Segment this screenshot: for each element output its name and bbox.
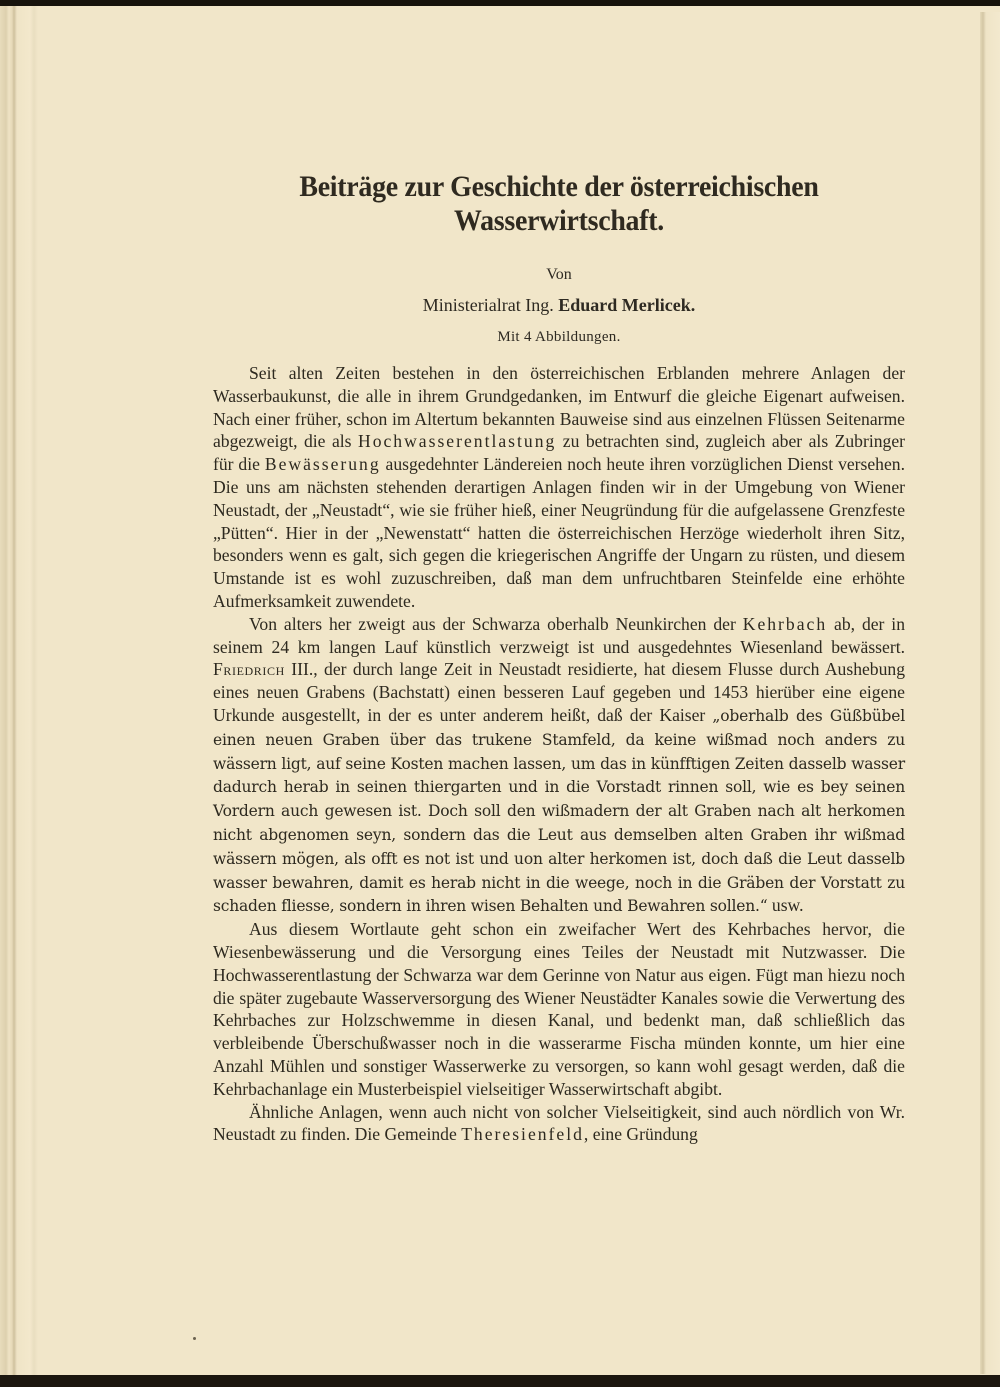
paragraph-3: Aus diesem Wortlaute geht schon ein zweifacher Wert des Kehrbaches hervor, die Wiesenbewässerung und die Versorgung eines Teiles der Neustadt mit Nutzwasser. Die Hochwasserentlastung der Schwarza war dem Gerinne von Natur aus eigen. Fügt man hiezu noch die später zugebaute Wasserversorgung des Wiener Neustädter Kanales sowie die Verwertung des Kehrbaches zur Holzschwemme in diesen Kanal, und bedenkt man, daß schließlich das verbleibende Überschußwasser noch in die wasserarme Fischa münden konnte, um hier eine Anzahl Mühlen und sonstiger Wasserwerke zu versorgen, so kann wohl gesagt werden, daß die Kehrbachanlage ein Musterbeispiel vielseitiger Wasserwirtschaft abgibt.: [213, 919, 905, 1099]
paragraph-1: [213, 362, 905, 613]
article-body: [213, 362, 905, 1146]
article: [213, 170, 905, 1146]
paragraph-2-text-b: ab, der in seinem 24 km langen Lauf künstlich verzweigt ist und ausgedehntes Wiesenland bewässert.: [213, 613, 905, 657]
paragraph-1-text-c: ausgedehnter Ländereien noch heute ihren vorzüglichen Dienst versehen. Die uns am nächsten stehenden derartigen Anlagen finden wir in der Umgebung von Wiener Neustadt, der „Neustadt“, wie sie früher hieß, einer Neugründung für die aufgelassene Grenzfeste „Pütten“. Hier in der „Newenstatt“ hatten die österreichischen Herzöge wiederholt ihren Sitz, besonders wenn es galt, sich gegen die kriegerischen Angriffe der Ungarn zu rüsten, und diesem Umstande ist es wohl zuzuschreiben, daß man dem unfruchtbaren Steinfelde eine erhöhte Aufmerksamkeit zuwendete.: [213, 454, 905, 611]
title-line-2: Wasserwirtschaft.: [454, 204, 664, 237]
author-rank: Ministerialrat Ing.: [422, 295, 554, 315]
name-friedrich: Friedrich: [213, 659, 285, 680]
byline-prefix: Von: [546, 266, 572, 283]
page-edge-right: [980, 12, 1000, 1374]
paragraph-2-text-d: usw.: [767, 895, 804, 916]
paragraph-2-text-a: Von alters her zweigt aus der Schwarza oberhalb Neunkirchen der: [249, 613, 743, 634]
paper-speck: [193, 1337, 196, 1340]
emphasis-theresienfeld: Theresienfeld: [461, 1124, 584, 1145]
scan-border-bottom: [0, 1375, 1000, 1387]
page-edge-left: [0, 6, 38, 1376]
paragraph-1-text-b: zu betrachten sind, zugleich aber als Zubringer für die: [213, 431, 905, 475]
paragraph-4-text-a: Ähnliche Anlagen, wenn auch nicht von solcher Vielseitigkeit, sind auch nördlich von Wr. Neustadt zu finden. Die Gemeinde: [213, 1101, 905, 1145]
title-line-1: Beiträge zur Geschichte der österreichischen: [299, 170, 819, 203]
author-line: [213, 293, 905, 317]
author-name: Eduard Merlicek.: [558, 295, 696, 315]
emphasis-hochwasserentlastung: Hochwasserentlastung: [357, 431, 557, 452]
emphasis-kehrbach: Kehrbach: [742, 613, 828, 634]
emphasis-bewaesserung: Bewässerung: [264, 454, 381, 475]
paragraph-4: [213, 1101, 905, 1147]
paragraph-1-text-a: Seit alten Zeiten bestehen in den österreichischen Erblanden mehrere Anlagen der Wasserbaukunst, die alle in ihrem Grundgedanken, im Entwurf die gleiche Eigenart aufweisen. Nach einer früher, schon im Altertum bekannten Bauweise sind aus einzelnen Flüssen Seitenarme abgezweigt, die als: [213, 363, 905, 452]
historic-quote-fraktur: „oberhalb des Güßbübel einen neuen Graben über das trukene Stamfeld, da keine wißmad noch anders zu wässern ligt, auf seine Kosten machen lassen, um das in künfftigen Zeiten dasselb wasser dadurch herab in seinen thiergarten und in die Vorstadt rinnen soll, wie es bey seinen Vordern auch gewesen ist. Doch soll den wißmadern der alt Graben nach alt herkomen nicht abgenomen seyn, sondern das die Leut aus demselben alten Graben ihr wißmad wässern mögen, als offt es not ist und uon alter herkomen ist, doch daß die Leut dasselb wasser bewahren, damit es herab nicht in die weege, noch in die Gräben der Vorstatt zu schaden fliesse, sondern in ihren wisen Behalten und Bewahren sollen.“: [213, 706, 905, 916]
figures-note: Mit 4 Abbildungen.: [497, 329, 621, 345]
paragraph-4-text-b: , eine Gründung: [583, 1124, 698, 1145]
paragraph-2: [213, 613, 905, 918]
paragraph-2-text-c: III., der durch lange Zeit in Neustadt residierte, hat diesem Flusse durch Aushebung eines neuen Grabens (Bachstatt) einen besseren Lauf gegeben und 1453 hierüber eine eigene Urkunde ausgestellt, in der es unter anderem heißt, daß der Kaiser: [213, 659, 905, 725]
article-title: [237, 170, 881, 238]
